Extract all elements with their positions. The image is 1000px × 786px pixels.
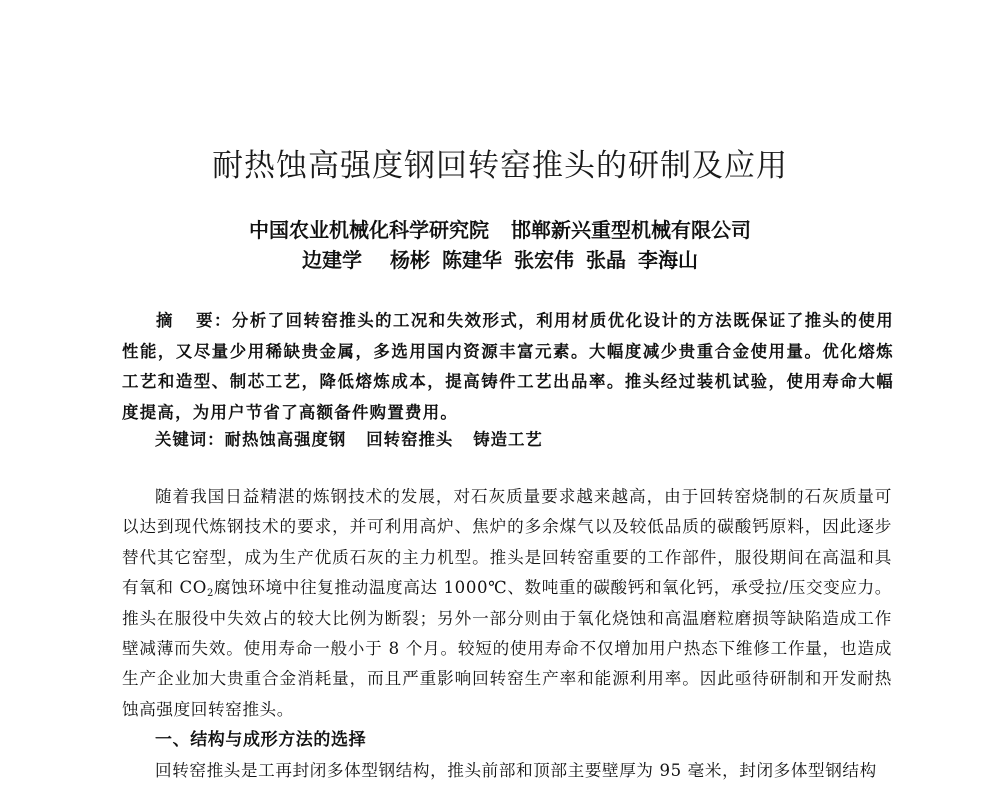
keyword: 耐热蚀高强度钢 — [224, 430, 347, 449]
abstract-label-char-1: 摘 — [156, 311, 174, 330]
author: 陈建华 — [442, 248, 502, 272]
paragraph-intro-text-2: 腐蚀环境中往复推动温度高达 1000℃、数吨重的碳酸钙和氧化钙，承受拉/压交变应力。推头在服役中失效占的较大比例为断裂；另外一部分则由于氧化烧蚀和高温磨粒磨损等缺陷造成工作壁减薄而失效。使用寿命一般小于 8 个月。较短的使用寿命不仅增加用户热态下维修工作量，也造成生产企业加大贵重合金消耗量，而且严重影响回转窑生产率和能源利用率。因此亟待研制和开发耐热蚀高强度回转窑推头。 — [122, 578, 892, 719]
affiliation-2: 邯郸新兴重型机械有限公司 — [511, 218, 751, 242]
subscript-2: 2 — [207, 588, 214, 600]
author: 边建学 — [302, 248, 362, 272]
author: 张宏伟 — [514, 248, 574, 272]
author: 李海山 — [638, 248, 698, 272]
keyword: 铸造工艺 — [473, 430, 543, 449]
section-heading-1: 一、结构与成形方法的选择 — [155, 730, 367, 751]
body-text — [122, 482, 892, 786]
author: 张晶 — [586, 248, 626, 272]
abstract-text: 分析了回转窑推头的工况和失效形式，利用材质优化设计的方法既保证了推头的使用性能，又尽量少用稀缺贵金属，多选用国内资源丰富元素。大幅度减少贵重合金使用量。优化熔炼工艺和造型、制芯工艺，降低熔炼成本，提高铸件工艺出品率。推头经过装机试验，使用寿命大幅度提高，为用户节省了高额备件购置费用。 — [122, 311, 894, 422]
abstract-label-char-2: 要： — [195, 311, 232, 330]
keyword: 回转窑推头 — [366, 430, 454, 449]
keywords-label: 关键词： — [155, 430, 225, 449]
paragraph-section-1: 回转窑推头是工再封闭多体型钢结构，推头前部和顶部主要壁厚为 95 毫米，封闭多体型钢结构 — [155, 760, 877, 780]
author-list — [0, 244, 1000, 273]
keywords — [155, 428, 543, 452]
abstract — [122, 306, 894, 428]
author: 杨彬 — [390, 248, 430, 272]
affiliation-1: 中国农业机械化科学研究院 — [249, 218, 489, 242]
paragraph-intro — [122, 482, 892, 725]
affiliations — [0, 214, 1000, 243]
paper-title: 耐热蚀高强度钢回转窑推头的研制及应用 — [212, 148, 788, 184]
paragraph-intro-text-1: 随着我国日益精湛的炼钢技术的发展，对石灰质量要求越来越高，由于回转窑烧制的石灰质量可以达到现代炼钢技术的要求，并可利用高炉、焦炉的多余煤气以及较低品质的碳酸钙原料，因此逐步替代其它窑型，成为生产优质石灰的主力机型。推头是回转窑重要的工作部件，服役期间在高温和具有氧和 CO — [122, 487, 892, 598]
abstract-label — [156, 311, 232, 330]
